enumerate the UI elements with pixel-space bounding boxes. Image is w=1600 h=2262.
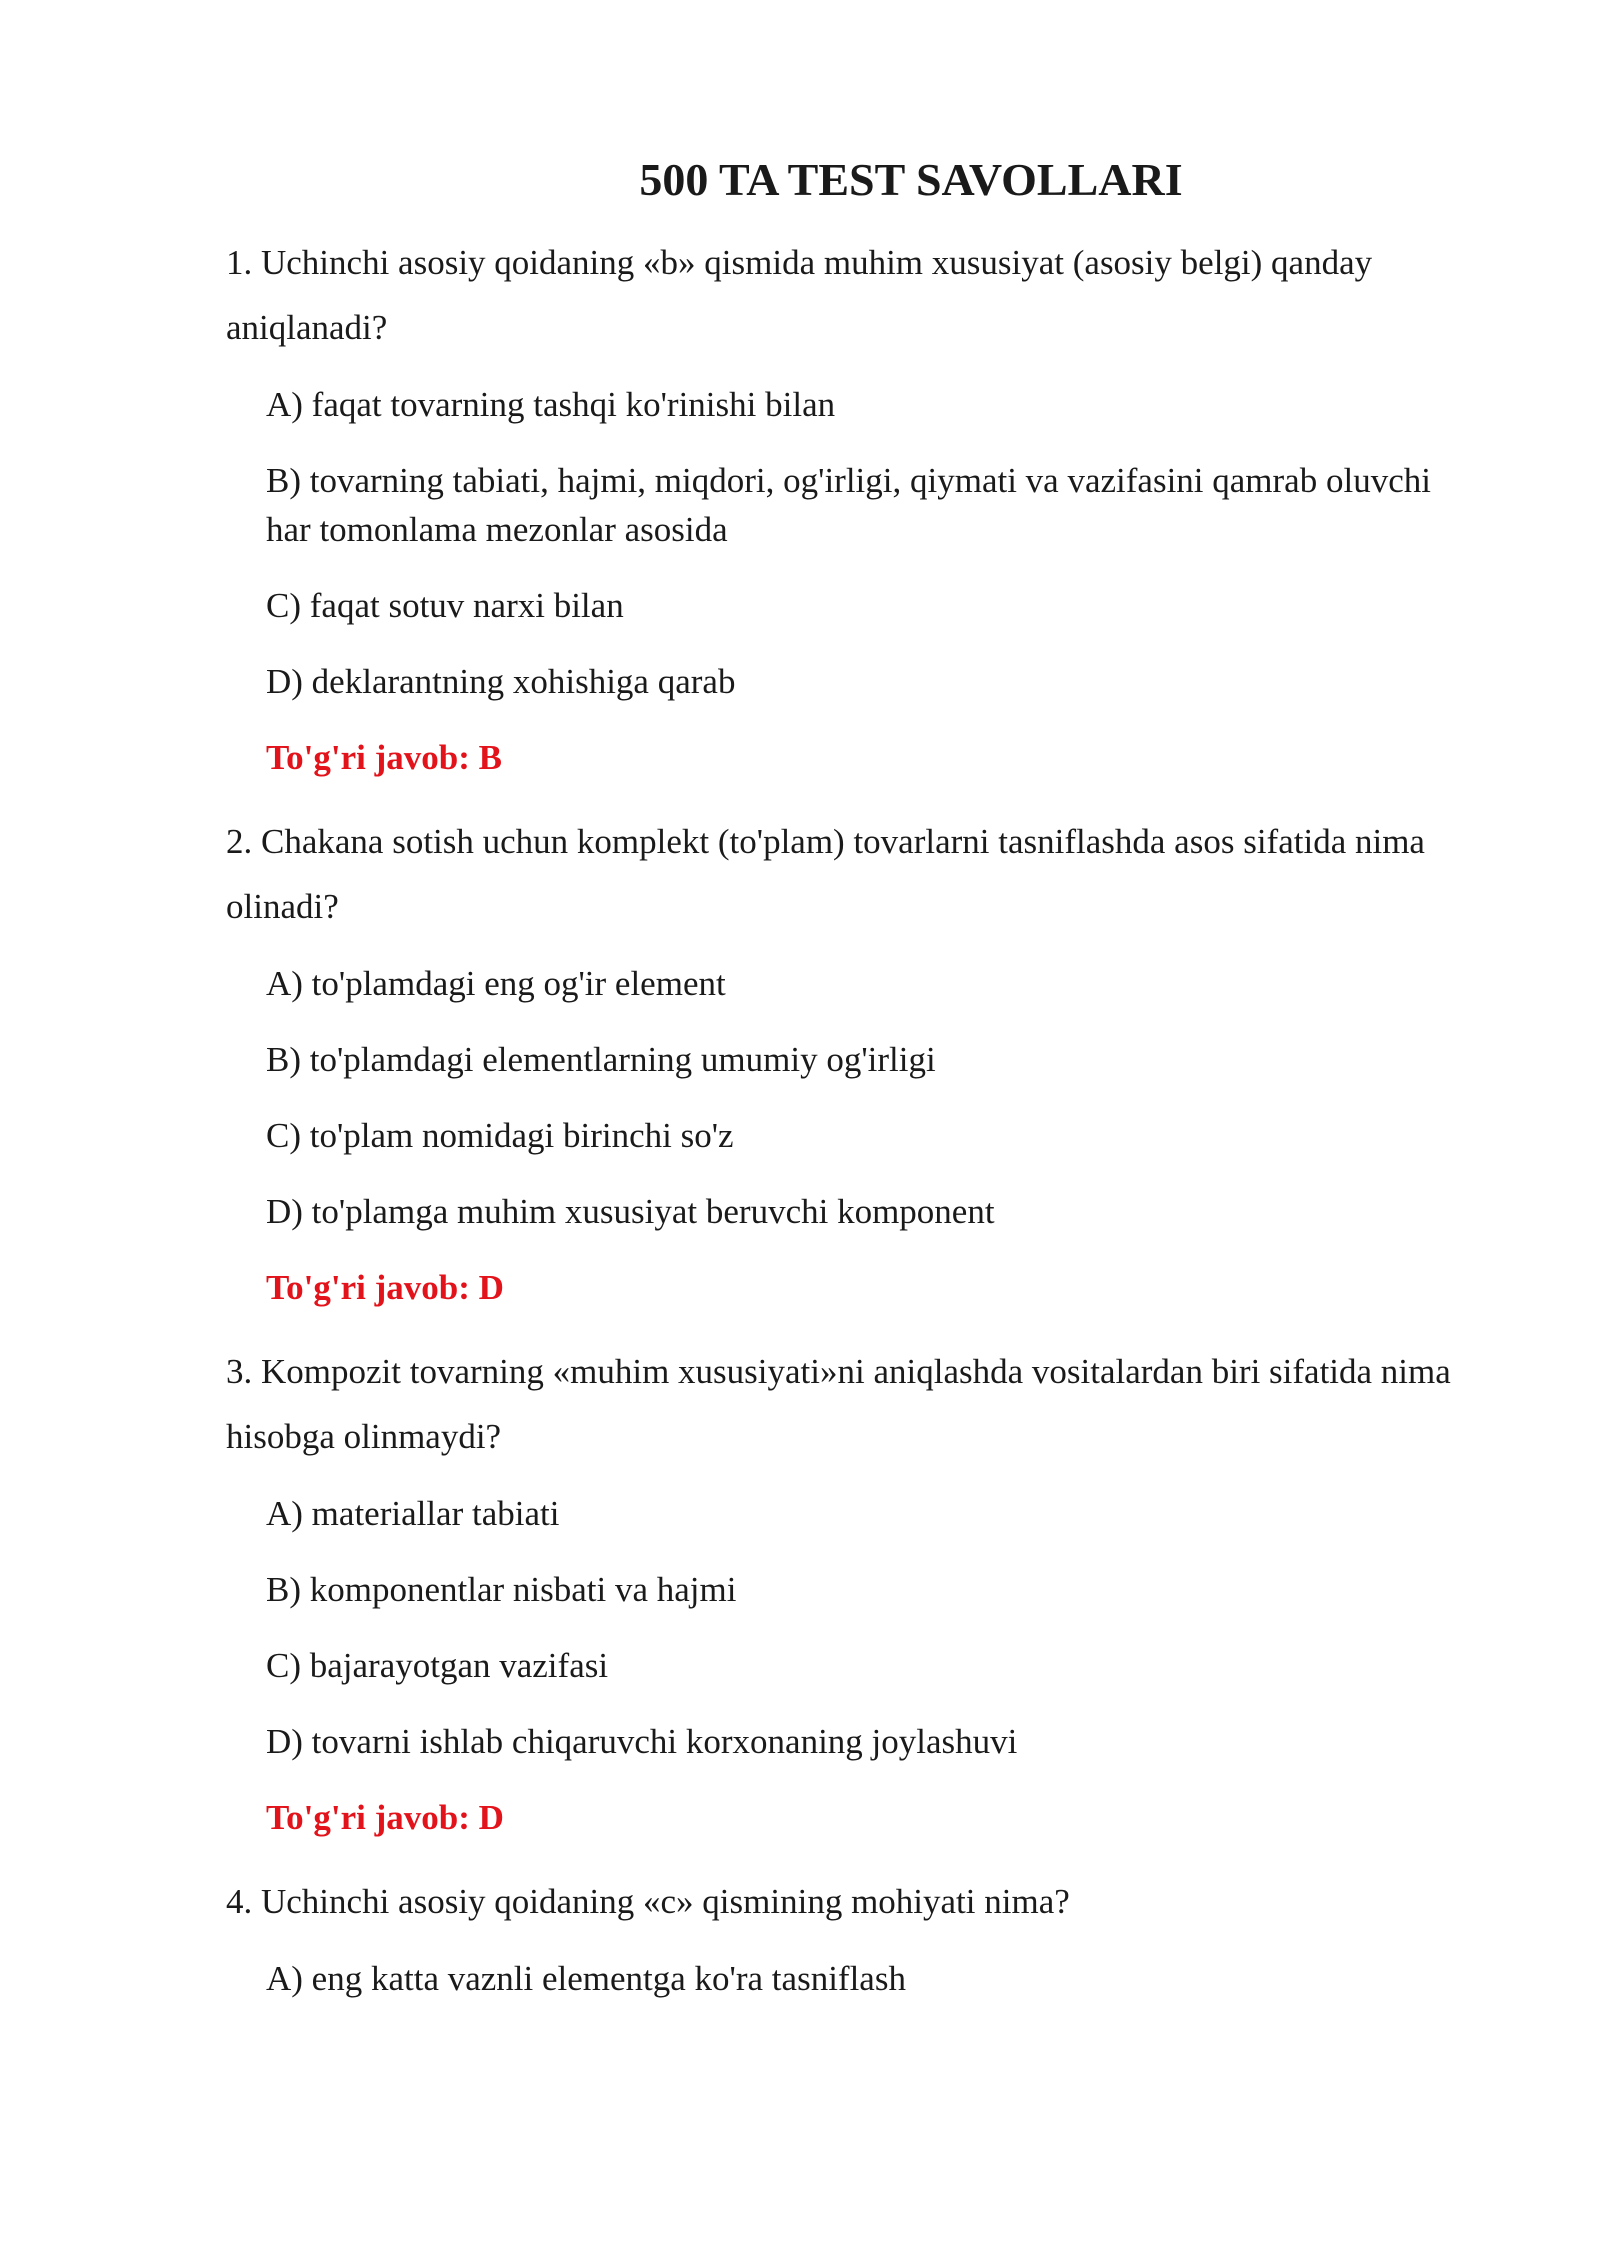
question-4: [226, 1869, 1466, 2003]
question-text: 2. Chakana sotish uchun komplekt (to'plam) tovarlarni tasniflashda asos sifatida nima olinadi?: [226, 822, 1425, 926]
correct-answer: To'g'ri javob: D: [266, 1268, 504, 1307]
option-a: A) to'plamdagi eng og'ir element: [266, 964, 726, 1003]
option-a: A) materiallar tabiati: [266, 1494, 560, 1533]
question-text: 3. Kompozit tovarning «muhim xususiyati»ni aniqlashda vositalardan biri sifatida nima hisobga olinmaydi?: [226, 1352, 1451, 1456]
option-b: B) komponentlar nisbati va hajmi: [266, 1570, 737, 1609]
question-2: [226, 809, 1466, 1312]
correct-answer: To'g'ri javob: D: [266, 1798, 504, 1837]
option-list: [226, 959, 1466, 1236]
document-page: [226, 150, 1466, 2030]
question-text: 4. Uchinchi asosiy qoidaning «c» qismining mohiyati nima?: [226, 1882, 1070, 1921]
option-list: [226, 380, 1466, 706]
option-c: C) to'plam nomidagi birinchi so'z: [266, 1116, 734, 1155]
option-d: D) deklarantning xohishiga qarab: [266, 662, 736, 701]
option-a: A) eng katta vaznli elementga ko'ra tasniflash: [266, 1959, 906, 1998]
option-d: D) to'plamga muhim xususiyat beruvchi komponent: [266, 1192, 995, 1231]
question-text: 1. Uchinchi asosiy qoidaning «b» qismida muhim xususiyat (asosiy belgi) qanday aniqlanadi?: [226, 243, 1373, 347]
question-3: [226, 1339, 1466, 1842]
document-title: 500 TA TEST SAVOLLARI: [639, 154, 1183, 205]
option-b: B) to'plamdagi elementlarning umumiy og'irligi: [266, 1040, 936, 1079]
option-list: [226, 1489, 1466, 1766]
question-1: [226, 230, 1466, 782]
option-a: A) faqat tovarning tashqi ko'rinishi bilan: [266, 385, 836, 424]
option-c: C) bajarayotgan vazifasi: [266, 1646, 609, 1685]
option-list: [226, 1954, 1466, 2003]
correct-answer: To'g'ri javob: B: [266, 738, 502, 777]
option-c: C) faqat sotuv narxi bilan: [266, 586, 624, 625]
option-b: B) tovarning tabiati, hajmi, miqdori, og'irligi, qiymati va vazifasini qamrab oluvchi har tomonlama mezonlar asosida: [266, 461, 1431, 549]
option-d: D) tovarni ishlab chiqaruvchi korxonaning joylashuvi: [266, 1722, 1018, 1761]
